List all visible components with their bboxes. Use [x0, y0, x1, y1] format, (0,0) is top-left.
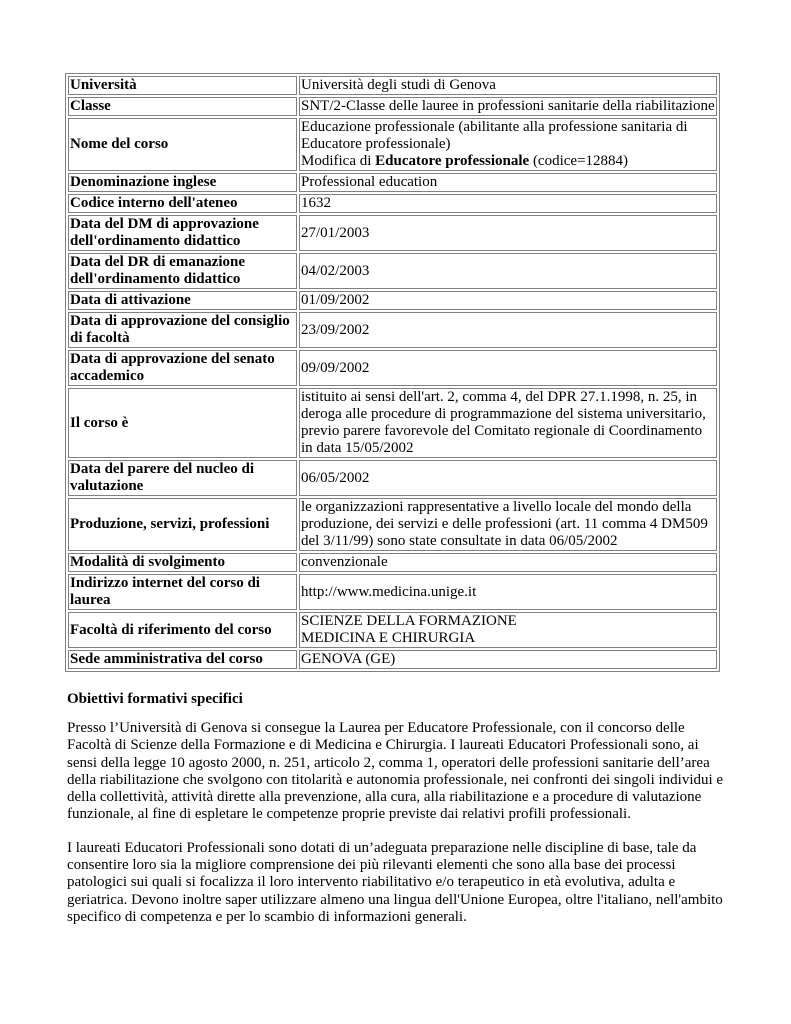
- row-value-line: 09/09/2002: [301, 359, 370, 376]
- row-value-line: le organizzazioni rappresentative a livello locale del mondo della produzione, dei servizi e delle professioni (art. 11 comma 4 DM509 del 3/11/99) sono state consultate in data 06/05/2002: [301, 499, 708, 549]
- row-value-line: 01/09/2002: [301, 292, 370, 308]
- row-label: Data di approvazione del consiglio di facoltà: [68, 312, 297, 348]
- row-value: [299, 97, 717, 116]
- row-value: [299, 498, 717, 551]
- row-value-line: 1632: [301, 195, 331, 211]
- document-page: [65, 73, 724, 942]
- row-value-line: convenzionale: [301, 554, 388, 570]
- row-label: Data di approvazione del senato accademico: [68, 350, 297, 386]
- table-row: [68, 612, 717, 648]
- row-value: [299, 350, 717, 386]
- row-value: [299, 173, 717, 192]
- table-row: [68, 97, 717, 116]
- table-row: [68, 650, 717, 669]
- row-value: [299, 388, 717, 458]
- row-value: [299, 291, 717, 310]
- table-row: [68, 173, 717, 192]
- row-value: [299, 460, 717, 496]
- row-label: Indirizzo internet del corso di laurea: [68, 574, 297, 610]
- table-row: [68, 194, 717, 213]
- row-value-line: istituito ai sensi dell'art. 2, comma 4, del DPR 27.1.1998, n. 25, in deroga alle procedure di programmazione del sistema universitario, previo parere favorevole del Comitato regionale di Coordinamento in data 15/05/2002: [301, 389, 706, 456]
- row-value-line: 04/02/2003: [301, 262, 370, 279]
- table-row: [68, 498, 717, 551]
- row-value: [299, 612, 717, 648]
- row-value-line: Università degli studi di Genova: [301, 77, 496, 93]
- row-value-line: 06/05/2002: [301, 469, 370, 486]
- row-value-line: 27/01/2003: [301, 224, 370, 241]
- modification-course-name: Educatore professionale: [375, 153, 530, 169]
- row-value: [299, 650, 717, 669]
- table-row: [68, 215, 717, 251]
- row-label: Denominazione inglese: [68, 173, 297, 192]
- row-value: [299, 312, 717, 348]
- table-row: [68, 460, 717, 496]
- row-value-line: GENOVA (GE): [301, 651, 396, 667]
- table-row: [68, 76, 717, 95]
- row-label: Facoltà di riferimento del corso: [68, 612, 297, 648]
- row-label: Data del DR di emanazione dell'ordinamento didattico: [68, 253, 297, 289]
- course-info-table: [65, 73, 720, 672]
- table-row: [68, 118, 717, 171]
- row-label: Nome del corso: [68, 118, 297, 171]
- row-label: Produzione, servizi, professioni: [68, 498, 297, 551]
- row-value: [299, 118, 717, 171]
- modification-prefix: Modifica di: [301, 153, 376, 169]
- table-row: [68, 574, 717, 610]
- row-value-line: 23/09/2002: [301, 321, 370, 338]
- row-label: Modalità di svolgimento: [68, 553, 297, 572]
- row-value-line: Educazione professionale (abilitante alla professione sanitaria di Educatore professionale): [301, 119, 688, 152]
- row-label: Università: [68, 76, 297, 95]
- table-row: [68, 553, 717, 572]
- section-title: Obiettivi formativi specifici: [67, 691, 243, 707]
- row-value: [299, 76, 717, 95]
- modification-code: (codice=12884): [529, 153, 629, 169]
- row-value: [299, 194, 717, 213]
- row-label: Il corso è: [68, 388, 297, 458]
- row-value-line: SNT/2-Classe delle lauree in professioni sanitarie della riabilitazione: [301, 98, 715, 114]
- paragraph-presso: Presso l’Università di Genova si consegue la Laurea per Educatore Professionale, con il concorso delle Facoltà di Scienze della Formazione e di Medicina e Chirurgia. I laureati Educatori Professionali sono, ai sensi della legge 10 agosto 2000, n. 251, articolo 2, comma 1, operatori delle professioni sanitarie dell’area della riabilitazione che svolgono con titolarità e autonomia professionale, nei confronti dei singoli individui e della collettività, attività dirette alla prevenzione, alla cura, alla riabilitazione e a procedure di valutazione funzionale, al fine di espletare le competenze proprie previste dai relativi profili professionali.: [67, 720, 724, 823]
- row-label: Data del parere del nucleo di valutazione: [68, 460, 297, 496]
- table-row: [68, 350, 717, 386]
- row-value-line: http://www.medicina.unige.it: [301, 583, 477, 600]
- row-label: Data di attivazione: [68, 291, 297, 310]
- row-label: Codice interno dell'ateneo: [68, 194, 297, 213]
- row-value: [299, 553, 717, 572]
- row-value: [299, 574, 717, 610]
- course-info-table-body: [68, 76, 717, 669]
- row-value: [299, 215, 717, 251]
- paragraph-laureati: I laureati Educatori Professionali sono dotati di un’adeguata preparazione nelle discipline di base, tale da consentire loro sia la migliore comprensione dei più rilevanti elementi che sono alla base dei processi patologici sui quali si focalizza il loro intervento riabilitativo e/o terapeutico in età evolutiva, adulta e geriatrica. Devono inoltre saper utilizzare almeno una lingua dell'Unione Europea, oltre l'italiano, nell'ambito specifico di competenza e per lo scambio di informazioni generali.: [67, 839, 723, 925]
- row-label: Sede amministrativa del corso: [68, 650, 297, 669]
- modification-note: [301, 153, 715, 170]
- row-value-line: Professional education: [301, 174, 438, 190]
- row-value: [299, 253, 717, 289]
- row-label: Classe: [68, 97, 297, 116]
- row-value-line: SCIENZE DELLA FORMAZIONE: [301, 613, 517, 629]
- table-row: [68, 291, 717, 310]
- row-label: Data del DM di approvazione dell'ordinamento didattico: [68, 215, 297, 251]
- table-row: [68, 253, 717, 289]
- row-value-line: MEDICINA E CHIRURGIA: [301, 630, 476, 646]
- table-row: [68, 388, 717, 458]
- table-row: [68, 312, 717, 348]
